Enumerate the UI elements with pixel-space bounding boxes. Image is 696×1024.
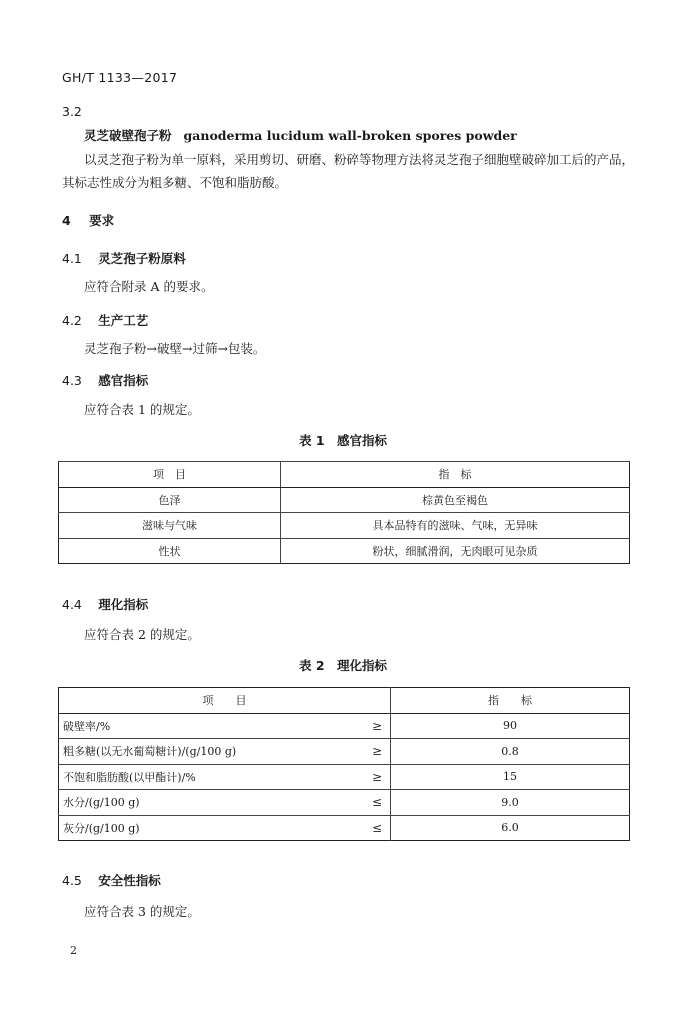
table-1-caption: 表 1 感官指标: [299, 433, 388, 448]
table-1-cell-item: 滋味与气味: [59, 513, 281, 539]
section-4-title: 要求: [89, 213, 115, 228]
table-2-header-value: 指 标: [391, 688, 630, 714]
page-number: 2: [70, 944, 77, 957]
term-chinese: 灵芝破壁孢子粉: [84, 128, 172, 143]
table-1-cell-value: 具本品特有的滋味、气味，无异味: [281, 513, 630, 539]
table-2-cell-value: 90: [391, 713, 630, 739]
section-4-4-heading: [62, 595, 148, 613]
table-2-cell-item: 破壁率/%: [59, 713, 327, 739]
table-2-physicochemical: [58, 687, 630, 841]
table-2-cell-operator: ≥: [327, 713, 391, 739]
section-4-4-text: 应符合表 2 的规定。: [84, 627, 200, 642]
section-4-heading: [62, 211, 114, 229]
section-4-5-text: 应符合表 3 的规定。: [84, 904, 200, 919]
section-4-3-number: 4.3: [62, 373, 82, 388]
table-2-header-item: 项 目: [59, 688, 391, 714]
table-1-header-value: 指 标: [281, 462, 630, 488]
section-4-4-number: 4.4: [62, 597, 82, 612]
table-2-cell-operator: ≤: [327, 815, 391, 841]
table-2-cell-value: 9.0: [391, 790, 630, 816]
table-1-cell-value: 粉状，细腻滑润，无肉眼可见杂质: [281, 538, 630, 564]
table-2-cell-item: 不饱和脂肪酸(以甲酯计)/%: [59, 764, 327, 790]
clause-number-3-2: 3.2: [62, 104, 82, 119]
table-2-cell-item: 灰分/(g/100 g): [59, 815, 327, 841]
table-row: [59, 790, 630, 816]
section-4-5-heading: [62, 871, 161, 889]
table-row: [59, 487, 630, 513]
section-4-3-title: 感官指标: [98, 373, 149, 388]
table-2-cell-item: 粗多糖(以无水葡萄糖计)/(g/100 g): [59, 739, 327, 765]
term-line: [84, 126, 517, 144]
table-1-header-row: [59, 462, 630, 488]
table-1-cell-value: 棕黄色至褐色: [281, 487, 630, 513]
table-row: [59, 538, 630, 564]
table-2-cell-operator: ≥: [327, 764, 391, 790]
table-row: [59, 713, 630, 739]
table-1-header-item: 项 目: [59, 462, 281, 488]
table-2-cell-value: 0.8: [391, 739, 630, 765]
section-4-2-number: 4.2: [62, 313, 82, 328]
table-2-cell-operator: ≤: [327, 790, 391, 816]
table-2-cell-item: 水分/(g/100 g): [59, 790, 327, 816]
table-2-cell-value: 6.0: [391, 815, 630, 841]
table-1-sensory: [58, 461, 630, 564]
table-2-caption: 表 2 理化指标: [299, 658, 388, 673]
section-4-number: 4: [62, 213, 71, 228]
standard-identifier: GH/T 1133—2017: [62, 70, 178, 85]
section-4-1-heading: [62, 249, 186, 267]
table-2-header-row: [59, 688, 630, 714]
table-2-cell-operator: ≥: [327, 739, 391, 765]
term-english: ganoderma lucidum wall-broken spores powder: [183, 128, 517, 143]
definition-line-2: 其标志性成分为粗多糖、不饱和脂肪酸。: [62, 175, 288, 190]
section-4-5-title: 安全性指标: [98, 873, 161, 888]
section-4-2-heading: [62, 311, 148, 329]
table-row: [59, 739, 630, 765]
section-4-3-heading: [62, 371, 148, 389]
table-row: [59, 815, 630, 841]
table-row: [59, 764, 630, 790]
section-4-4-title: 理化指标: [98, 597, 149, 612]
section-4-1-number: 4.1: [62, 251, 82, 266]
section-4-3-text: 应符合表 1 的规定。: [84, 402, 200, 417]
definition-line-1: 以灵芝孢子粉为单一原料，采用剪切、研磨、粉碎等物理方法将灵芝孢子细胞壁破碎加工后的产品，: [84, 152, 635, 167]
table-1-cell-item: 色泽: [59, 487, 281, 513]
table-2-cell-value: 15: [391, 764, 630, 790]
section-4-5-number: 4.5: [62, 873, 82, 888]
table-row: [59, 513, 630, 539]
section-4-1-text: 应符合附录 A 的要求。: [84, 279, 214, 294]
section-4-1-title: 灵芝孢子粉原料: [98, 251, 186, 266]
section-4-2-title: 生产工艺: [98, 313, 149, 328]
section-4-2-text: 灵芝孢子粉→破壁→过筛→包装。: [84, 341, 266, 356]
table-1-cell-item: 性状: [59, 538, 281, 564]
